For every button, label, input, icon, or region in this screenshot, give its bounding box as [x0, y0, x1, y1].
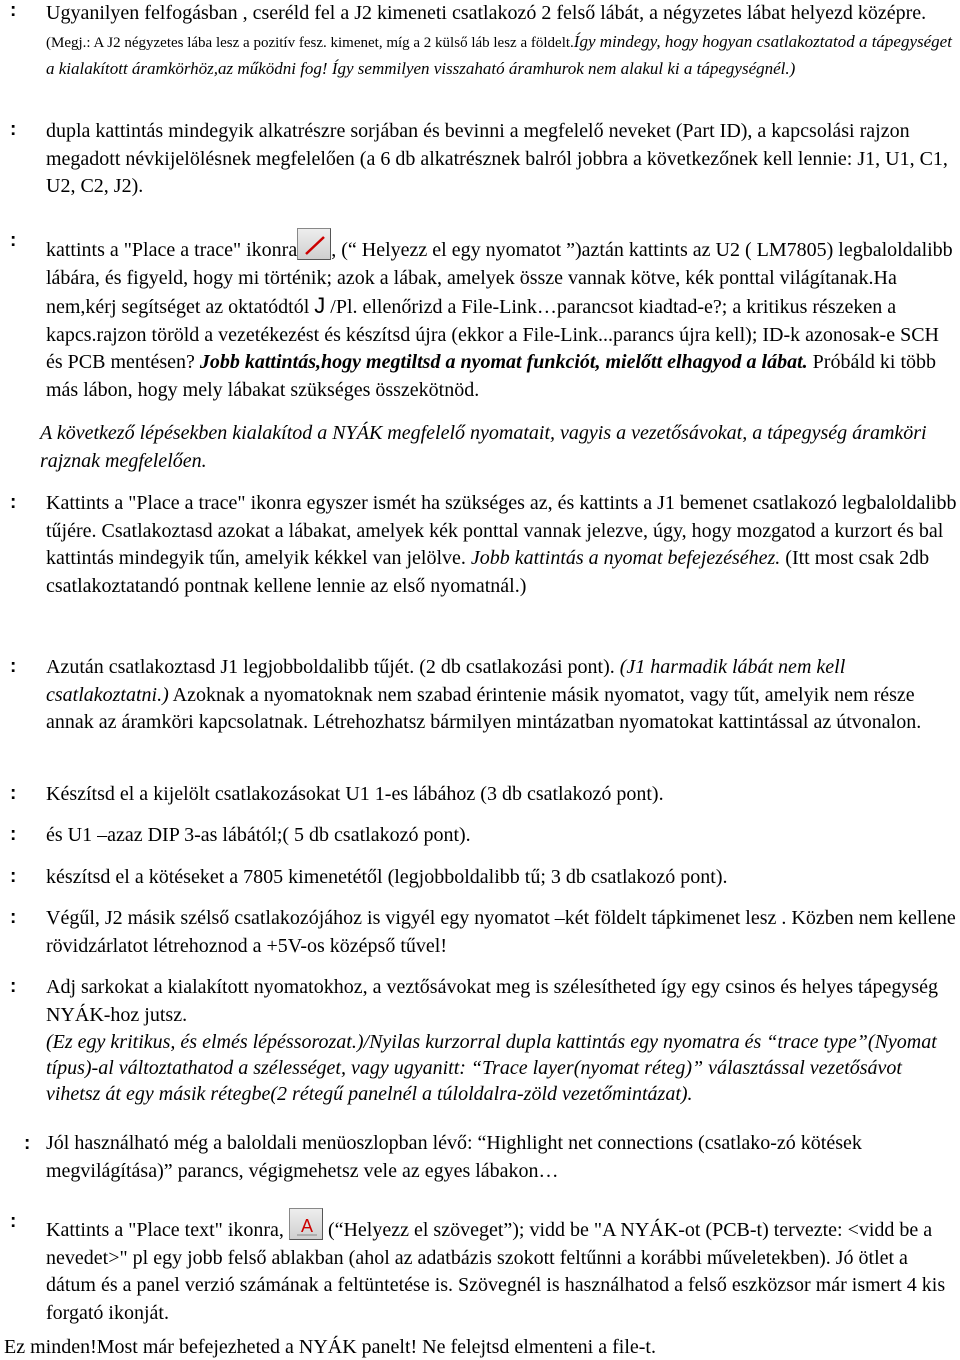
bullet: : — [10, 866, 17, 887]
p10-italic: (Ez egy kritikus, és elmés lépéssorozat.)/Nyilas kurzorral dupla kattintás egy nyomatra és “trace type”(Nyomat típus)-al változtathatod a szélességet, vagy ugyanitt: “Trace layer(nyomat réteg)” választással vezetősávot vihetsz át egy másik rétegbe(2 rétegű panelnél a túloldalra-zöld vezetőmintázat). — [46, 1031, 937, 1105]
bullet: : — [24, 1133, 31, 1154]
paragraph-4 — [46, 490, 958, 600]
paragraph-10 — [46, 974, 958, 1107]
closing-line: Ez minden!Most már befejezheted a NYÁK panelt! Ne felejtsd elmenteni a file-t. — [4, 1336, 656, 1358]
p3-c: /Pl. ellenőrizd a File-Link…parancsot kiadtad-e?; a kritikus részeken a kapcs.rajzon töröld a vezetékezést és készítsd újra (ekkor a File-Link...parancs újra kell); ID-k azonosak-e SCH és PCB mentésen? — [46, 296, 939, 373]
p4-a: Kattints a "Place a trace" ikonra egyszer ismét ha szükséges az, és kattints a J1 bemenet csatlakozó legbaloldalibb tűjére. Csatlakoztasd azokat a lábakat, amelyek kék ponttal vannak jelezve, úgy, hogy mozgatod a kurzort és bal kattintás mindegyik tűn, amelyik kékkel van jelölve. — [46, 492, 957, 569]
p4-b: (Itt most csak 2db csatlakoztatandó pontnak kellene lennie az első nyomatnál.) — [46, 547, 930, 597]
bullet: : — [10, 656, 17, 677]
paragraph-12 — [46, 1208, 958, 1327]
p3-j: J — [314, 293, 326, 318]
paragraph-6: Készítsd el a kijelölt csatlakozásokat U1 1-es lábához (3 db csatlakozó pont). — [46, 783, 664, 805]
paragraph-2 — [46, 118, 958, 201]
paragraph-11: Jól használható még a baloldali menüoszlopban lévő: “Highlight net connections (csatlako-zó kötések megvilágítása)” parancs, végigmehetsz vele az egyes lábakon… — [46, 1132, 862, 1182]
svg-text:A: A — [300, 1216, 313, 1236]
italic-paragraph: A következő lépésekben kialakítod a NYÁK megfelelő nyomatait, vagyis a vezetősávokat, a tápegység áramköri rajznak megfelelően. — [40, 422, 927, 472]
p10-a: Adj sarkokat a kialakított nyomatokhoz, a veztősávokat meg is szélesítheted így egy csinos és helyes tápegység NYÁK-hoz jutsz. — [46, 976, 938, 1026]
paragraph-9: Végűl, J2 másik szélső csatlakozójához is vigyél egy nyomatot –két földelt tápkimenet lesz . Közben nem kellene rövidzárlatot létrehoznod a +5V-os középső tűvel! — [46, 907, 956, 957]
bullet: : — [10, 119, 17, 140]
paragraph-3 — [46, 228, 958, 404]
p1-text: Ugyanilyen felfogásban , cseréld fel a J2 kimeneti csatlakozó 2 felső lábát, a négyzetes lábat helyezd középre. — [46, 2, 927, 24]
p1-note-rest: Így mindegy, hogy hogyan csatlakoztatod a tápegységet a kialakított áramkörhöz,az működni fog! Így semmilyen visszaható áramhurok nem alakul ki a tápegységnél.) — [46, 31, 952, 78]
p1-note-small: Megj.: A J2 négyzetes lába lesz a pozitív fesz. kimenet, míg a 2 külső láb lesz a földelt. — [51, 34, 574, 51]
p5-b: Azoknak a nyomatoknak nem szabad érintenie másik nyomatot, vagy tűt, amelyik nem része annak az áramköri kapcsolatnak. Létrehozhatsz bármilyen mintázatban nyomatokat kattintással az útvonalon. — [46, 683, 922, 733]
paragraph-8: készítsd el a kötéseket a 7805 kimenetétől (legjobboldalibb tű; 3 db csatlakozó pont). — [46, 866, 728, 888]
bullet: : — [10, 824, 17, 845]
p3-a: kattints a "Place a trace" ikonra — [46, 239, 298, 261]
p12-a: Kattints a "Place text" ikonra, — [46, 1219, 289, 1241]
p3-bold-italic: Jobb kattintás,hogy megtiltsd a nyomat funkciót, mielőtt elhagyod a lábat. — [199, 351, 808, 373]
bullet: : — [10, 492, 17, 513]
place-trace-icon[interactable] — [297, 228, 331, 260]
p5-italic: (J1 harmadik lábát nem kell csatlakoztatni.) — [46, 656, 846, 706]
p2-text: dupla kattintás mindegyik alkatrészre sorjában és bevinni a megfelelő neveket (Part ID), a kapcsolási rajzon megadott névkijelölésnek megfelelően (a 6 db alkatrésznek balról jobbra a következőnek kell lennie: J1, U1, C1, U2, C2, J2). — [46, 120, 948, 197]
bullet: : — [10, 230, 17, 251]
paragraph-5 — [46, 654, 958, 737]
p3-d: Próbáld ki több más lábon, hogy mely lábakat szükséges összekötnöd. — [46, 351, 937, 401]
bullet: : — [10, 976, 17, 997]
bullet: : — [10, 1211, 17, 1232]
bullet: : — [10, 783, 17, 804]
paragraph-1 — [46, 0, 958, 83]
p5-a: Azután csatlakoztasd J1 legjobboldalibb tűjét. (2 db csatlakozási pont). — [46, 656, 620, 678]
bullet: : — [10, 907, 17, 928]
paragraph-7: és U1 –azaz DIP 3-as lábától;( 5 db csatlakozó pont). — [46, 824, 471, 846]
place-text-icon[interactable] — [289, 1208, 323, 1240]
p1-note-open: ( — [46, 34, 51, 51]
bullet: : — [10, 0, 17, 21]
p12-b: (“Helyezz el szöveget”); vidd be "A NYÁK-ot (PCB-t) tervezte: <vidd be a nevedet>" pl egy jobb felső ablakban (ahol az adatbázis szokott feltűnni a korábbi műveletekben). Jó ötlet a dátum és a panel verzió számának a feltüntetése is. Szövegnél is használhatod a felső eszközsor már ismert 4 kis forgató ikonját. — [46, 1219, 946, 1324]
p3-b: , (“ Helyezz el egy nyomatot ”)aztán kattints az U2 ( LM7805) legbaloldalibb lábára, és figyeld, hogy mi történik; azok a lábak, amelyek össze vannak kötve, kék ponttal világítanak.Ha nem,kérj segítséget az oktatódtól — [46, 239, 953, 318]
p4-italic: Jobb kattintás a nyomat befejezéséhez. — [470, 547, 781, 569]
